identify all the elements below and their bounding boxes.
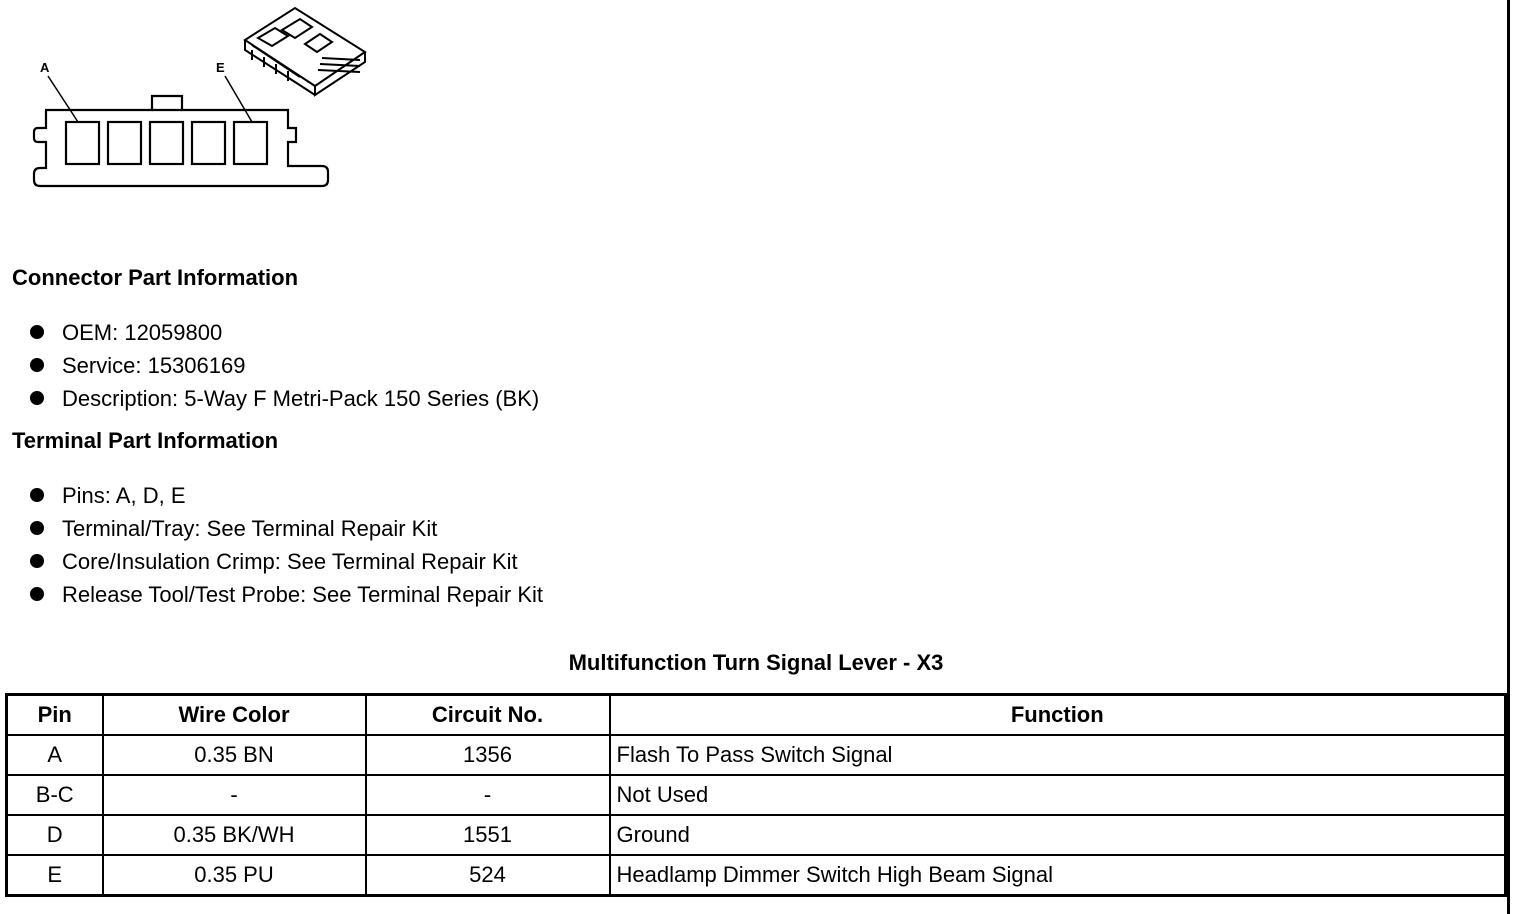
table-row (7, 815, 1506, 855)
connector-3d-illustration (245, 8, 365, 95)
cavity-e (234, 122, 267, 164)
cell-wire-color: - (103, 775, 366, 815)
cavity-c (150, 122, 183, 164)
cavity-a (66, 122, 99, 164)
connector-part-info-heading: Connector Part Information (12, 265, 299, 290)
bullet-icon (30, 391, 44, 405)
bullet-icon (30, 358, 44, 372)
cell-circuit-no: 524 (366, 855, 610, 896)
list-item: Description: 5-Way F Metri-Pack 150 Series (BK) (30, 382, 539, 415)
pin-label-e: E (216, 60, 225, 75)
bullet-icon (30, 488, 44, 502)
bullet-icon (30, 554, 44, 568)
bullet-icon (30, 587, 44, 601)
header-function: Function (610, 695, 1506, 736)
table-row (7, 735, 1506, 775)
cavity-d (192, 122, 225, 164)
pin-label-a: A (40, 60, 50, 75)
cell-function: Flash To Pass Switch Signal (610, 735, 1506, 775)
bullet-icon (30, 521, 44, 535)
list-item: OEM: 12059800 (30, 316, 539, 349)
table-title: Multifunction Turn Signal Lever - X3 (568, 650, 944, 675)
cell-circuit-no: - (366, 775, 610, 815)
cell-wire-color: 0.35 BK/WH (103, 815, 366, 855)
connector-diagram (20, 0, 380, 200)
cell-function: Headlamp Dimmer Switch High Beam Signal (610, 855, 1506, 896)
list-item: Service: 15306169 (30, 349, 539, 382)
cavity-b (108, 122, 141, 164)
terminal-part-info-list (30, 479, 543, 611)
list-item: Terminal/Tray: See Terminal Repair Kit (30, 512, 543, 545)
cell-wire-color: 0.35 PU (103, 855, 366, 896)
leader-lines (48, 76, 252, 122)
cell-circuit-no: 1551 (366, 815, 610, 855)
cell-circuit-no: 1356 (366, 735, 610, 775)
list-item: Pins: A, D, E (30, 479, 543, 512)
page-right-border (1507, 0, 1510, 914)
table-row (7, 855, 1506, 896)
cell-pin: D (7, 815, 103, 855)
table-row (7, 775, 1506, 815)
cell-pin: B-C (7, 775, 103, 815)
bullet-icon (30, 325, 44, 339)
connector-part-info-list (30, 316, 539, 415)
cell-function: Not Used (610, 775, 1506, 815)
header-pin: Pin (7, 695, 103, 736)
cell-function: Ground (610, 815, 1506, 855)
list-item: Release Tool/Test Probe: See Terminal Repair Kit (30, 578, 543, 611)
list-item: Core/Insulation Crimp: See Terminal Repair Kit (30, 545, 543, 578)
header-wire-color: Wire Color (103, 695, 366, 736)
table-header-row (7, 695, 1506, 736)
cell-pin: E (7, 855, 103, 896)
pinout-table (5, 693, 1507, 897)
connector-cavities (66, 122, 267, 164)
cell-wire-color: 0.35 BN (103, 735, 366, 775)
header-circuit-no: Circuit No. (366, 695, 610, 736)
cell-pin: A (7, 735, 103, 775)
terminal-part-info-heading: Terminal Part Information (12, 428, 279, 453)
